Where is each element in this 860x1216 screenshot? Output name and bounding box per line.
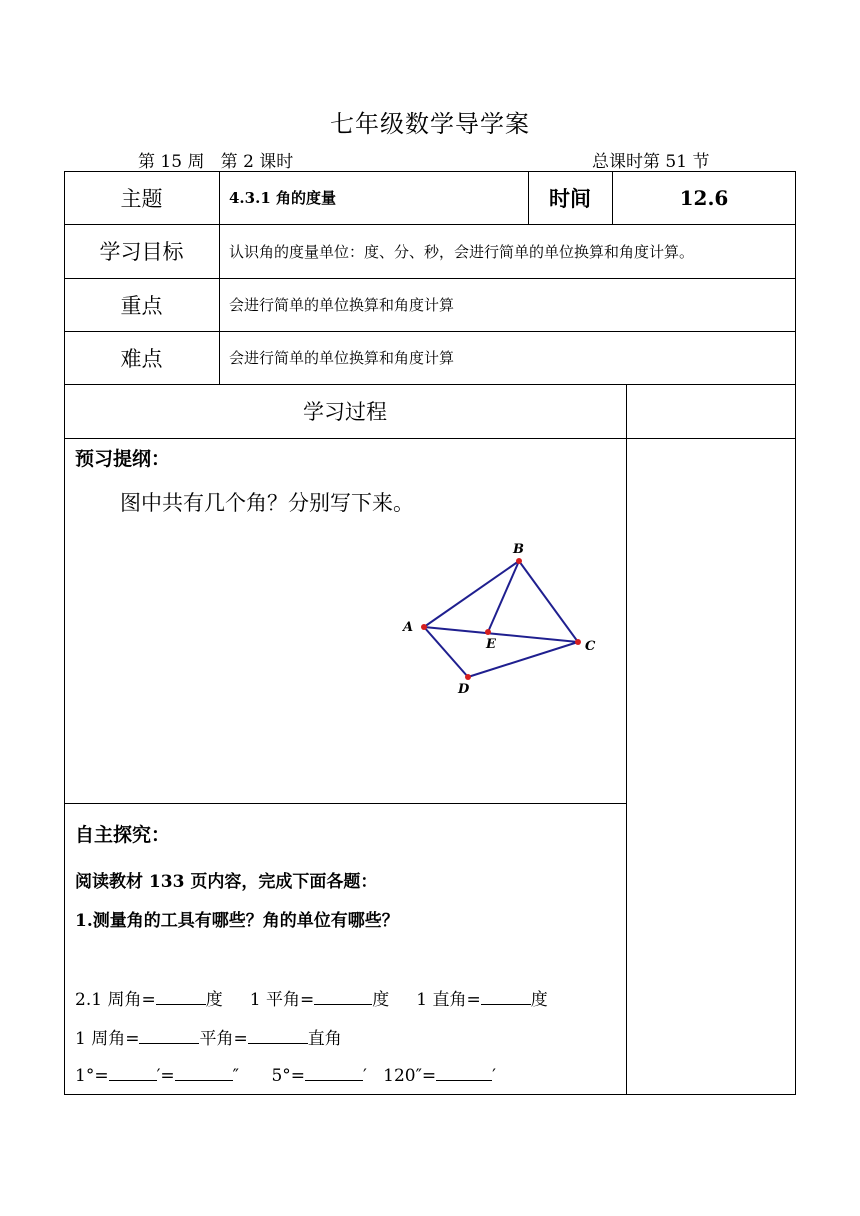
time-label: 时间 bbox=[549, 185, 591, 211]
answer-blank[interactable] bbox=[481, 987, 531, 1005]
question-4: 1°= ′= ″ 5°= ′ 120″= ′ bbox=[75, 1063, 496, 1086]
goal-value: 认识角的度量单位：度、分、秒，会进行简单的单位换算和角度计算。 bbox=[229, 242, 695, 261]
question-1: 1.测量角的工具有哪些？角的单位有哪些？ bbox=[75, 911, 399, 931]
key-point-label: 重点 bbox=[120, 293, 163, 318]
answer-blank[interactable] bbox=[139, 1026, 199, 1044]
topic-label: 主题 bbox=[120, 186, 163, 211]
answer-blank[interactable] bbox=[175, 1063, 233, 1081]
answer-blank[interactable] bbox=[156, 987, 206, 1005]
question-3: 1 周角= 平角= 直角 bbox=[75, 1024, 342, 1049]
topic-value: 4.3.1 角的度量 bbox=[229, 189, 336, 207]
document-title: 七年级数学导学案 bbox=[330, 110, 530, 138]
answer-blank[interactable] bbox=[248, 1026, 308, 1044]
goal-label: 学习目标 bbox=[99, 240, 184, 264]
difficulty-value: 会进行简单的单位换算和角度计算 bbox=[229, 349, 455, 367]
difficulty-label: 难点 bbox=[120, 346, 163, 371]
preview-question: 图中共有几个角？分别写下来。 bbox=[120, 491, 414, 515]
answer-blank[interactable] bbox=[436, 1063, 492, 1081]
explore-instruction: 阅读教材 133 页内容，完成下面各题： bbox=[75, 872, 378, 892]
explore-heading: 自主探究： bbox=[75, 824, 171, 846]
answer-blank[interactable] bbox=[305, 1063, 363, 1081]
answer-blank[interactable] bbox=[314, 987, 372, 1005]
label-c: C bbox=[585, 639, 596, 654]
label-d: D bbox=[458, 682, 470, 697]
week-lesson bbox=[138, 147, 293, 172]
process-heading: 学习过程 bbox=[303, 400, 387, 424]
lesson-label: 第 2 课时 bbox=[220, 152, 294, 172]
preview-heading: 预习提纲： bbox=[75, 448, 171, 470]
label-a: A bbox=[403, 620, 414, 635]
answer-blank[interactable] bbox=[109, 1063, 157, 1081]
label-b: B bbox=[513, 542, 524, 557]
question-2: 2.1 周角= 度 1 平角= 度 1 直角= 度 bbox=[75, 985, 548, 1010]
key-point-value: 会进行简单的单位换算和角度计算 bbox=[229, 296, 455, 314]
total-lessons: 总课时第 51 节 bbox=[592, 152, 710, 172]
week-label: 第 15 周 bbox=[138, 152, 205, 172]
label-e: E bbox=[486, 637, 496, 652]
time-value: 12.6 bbox=[679, 185, 729, 210]
